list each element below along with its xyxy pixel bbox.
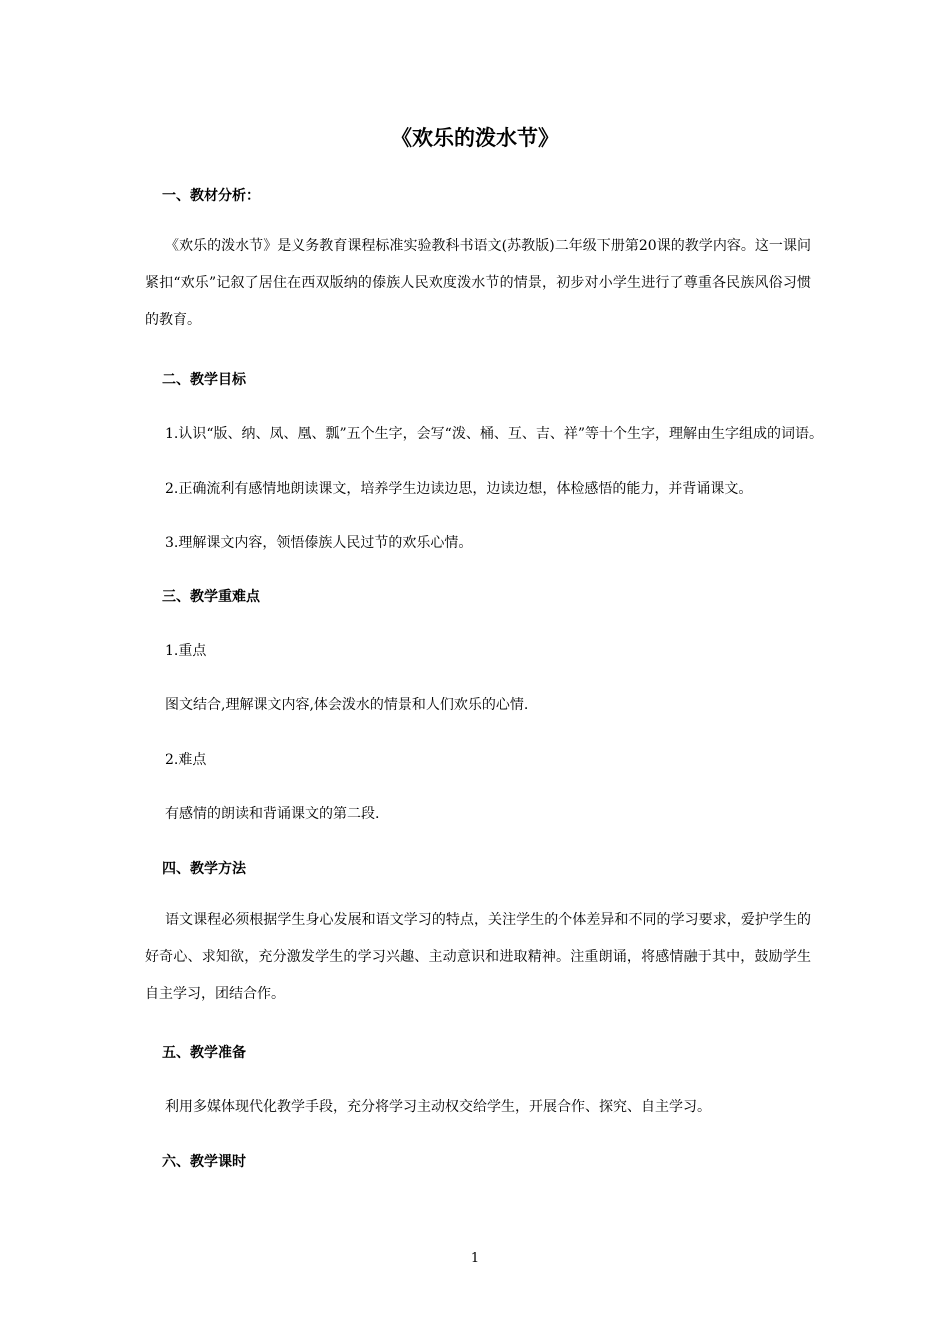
goal-item-1: 1.认识“版、纳、凤、凰、瓢”五个生字，会写“泼、桶、互、吉、祥”等十个生字，理解由生字组成的词语。 [165,426,823,442]
page-number: 1 [470,1251,480,1266]
difficulty-label: 2.难点 [165,752,207,768]
document-title: 《欢乐的泼水节》 [391,125,559,150]
preparation-text: 利用多媒体现代化教学手段，充分将学习主动权交给学生，开展合作、探究、自主学习。 [165,1099,711,1115]
key-point-text: 图文结合,理解课文内容,体会泼水的情景和人们欢乐的心情. [165,697,529,713]
section-heading-analysis: 一、教材分析： [162,188,260,204]
key-point-label: 1.重点 [165,643,207,659]
section-paragraph-methods: 语文课程必须根据学生身心发展和语文学习的特点，关注学生的个体差异和不同的学习要求，爱护学生的好奇心、求知欲，充分激发学生的学习兴趣、主动意识和进取精神。注重朗诵，将感情融于其中，鼓励学生自主学习，团结合作。 [145,912,811,1002]
section-heading-key-points: 三、教学重难点 [162,589,260,605]
goal-item-2: 2.正确流利有感情地朗读课文，培养学生边读边思，边读边想，体检感悟的能力，并背诵课文。 [165,481,753,497]
section-heading-periods: 六、教学课时 [162,1154,246,1170]
section-paragraph-analysis: 《欢乐的泼水节》是义务教育课程标准实验教科书语文(苏教版)二年级下册第20课的教学内容。这一课问紧扣“欢乐”记叙了居住在西双版纳的傣族人民欢度泼水节的情景，初步对小学生进行了尊重各民族风俗习惯的教育。 [145,238,811,328]
difficulty-text: 有感情的朗读和背诵课文的第二段. [165,806,380,822]
section-heading-goals: 二、教学目标 [162,372,246,388]
section-heading-methods: 四、教学方法 [162,861,246,877]
goal-item-3: 3.理解课文内容，领悟傣族人民过节的欢乐心情。 [165,535,473,551]
section-heading-preparation: 五、教学准备 [162,1045,246,1061]
